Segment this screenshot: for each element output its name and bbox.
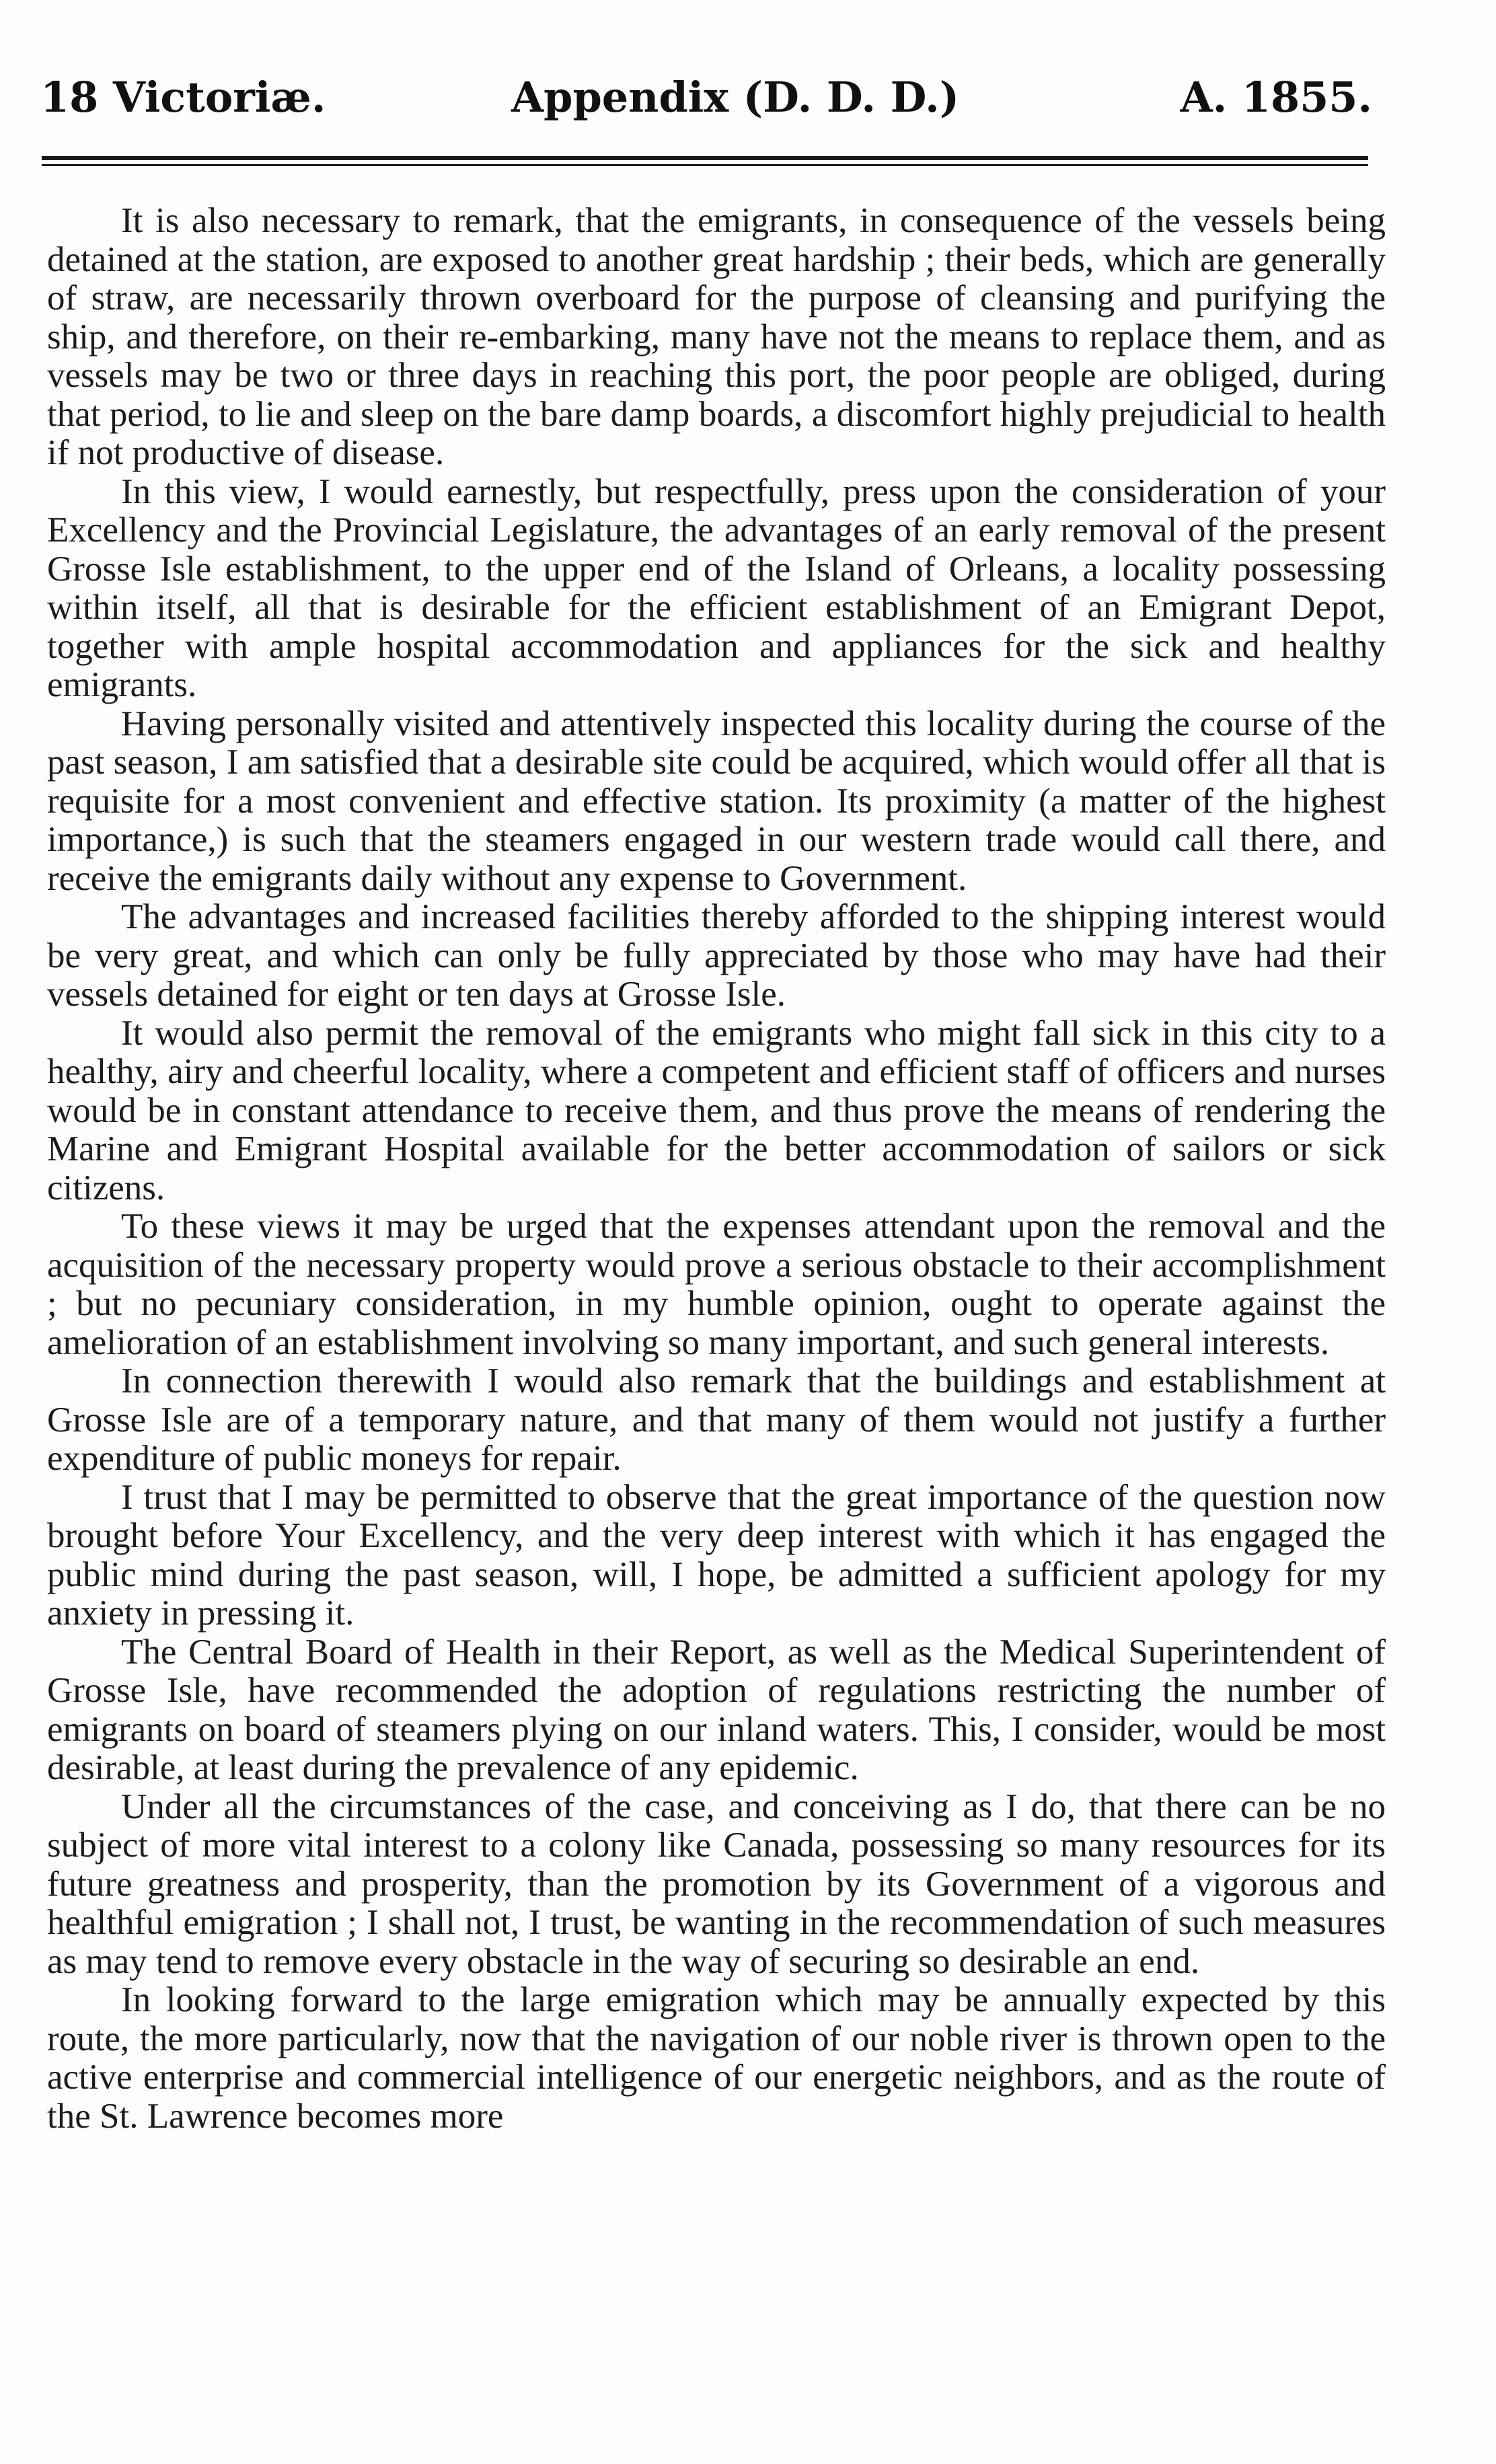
paragraph: The Central Board of Health in their Report, as well as the Medical Superintendent of Grosse Isle, have recommended the adoption of regulations restricting the number of emigrants on board of steamers plying on our inland waters. This, I consider, would be most desirable, at least during the prevalence of any epidemic. bbox=[47, 1632, 1386, 1787]
paragraph: To these views it may be urged that the expenses attendant upon the removal and the acquisition of the necessary property would prove a serious obstacle to their accomplishment ; but no pecuniary consideration, in my humble opinion, ought to operate against the amelioration of an establishment involving so many important, and such general interests. bbox=[47, 1207, 1386, 1362]
paragraph: In connection therewith I would also remark that the buildings and establishment at Grosse Isle are of a temporary nature, and that many of them would not justify a further expenditure of public moneys for repair. bbox=[47, 1361, 1386, 1478]
paragraph: In looking forward to the large emigration which may be annually expected by this route, the more particularly, now that the navigation of our noble river is thrown open to the active enterprise and commercial intelligence of our energetic neighbors, and as the route of the St. Lawrence becomes more bbox=[47, 1980, 1386, 2136]
paragraph: It is also necessary to remark, that the emigrants, in consequence of the vessels being detained at the station, are exposed to another great hardship ; their beds, which are generally of straw, are necessarily thrown overboard for the purpose of cleansing and purifying the ship, and therefore, on their re-embarking, many have not the means to replace them, and as vessels may be two or three days in reaching this port, the poor people are obliged, during that period, to lie and sleep on the bare damp boards, a discomfort highly prejudicial to health if not productive of disease. bbox=[47, 201, 1386, 472]
header-year: A. 1855. bbox=[1180, 73, 1372, 122]
body-text bbox=[47, 202, 1386, 2136]
header-appendix: Appendix (D. D. D.) bbox=[511, 73, 960, 122]
page-header bbox=[40, 67, 1372, 128]
header-rule-thick bbox=[42, 156, 1368, 160]
paragraph: Having personally visited and attentively inspected this locality during the course of the past season, I am satisfied that a desirable site could be acquired, which would offer all that is requisite for a most convenient and effective station. Its proximity (a matter of the highest importance,) is such that the steamers engaged in our western trade would call there, and receive the emigrants daily without any expense to Government. bbox=[47, 704, 1386, 898]
header-session: 18 Victoriæ. bbox=[40, 73, 326, 122]
paragraph: It would also permit the removal of the emigrants who might fall sick in this city to a healthy, airy and cheerful locality, where a competent and efficient staff of officers and nurses would be in constant attendance to receive them, and thus prove the means of rendering the Marine and Emigrant Hospital available for the better accommodation of sailors or sick citizens. bbox=[47, 1013, 1386, 1207]
header-rule-thin bbox=[42, 164, 1368, 166]
paragraph: In this view, I would earnestly, but respectfully, press upon the consideration of your Excellency and the Provincial Legislature, the advantages of an early removal of the present Grosse Isle establishment, to the upper end of the Island of Orleans, a locality possessing within itself, all that is desirable for the efficient establishment of an Emigrant Depot, together with ample hospital accommodation and appliances for the sick and healthy emigrants. bbox=[47, 472, 1386, 704]
paragraph: I trust that I may be permitted to observe that the great importance of the question now brought before Your Excellency, and the very deep interest with which it has engaged the public mind during the past season, will, I hope, be admitted a sufficient apology for my anxiety in pressing it. bbox=[47, 1477, 1386, 1633]
paragraph: The advantages and increased facilities thereby afforded to the shipping interest would be very great, and which can only be fully appreciated by those who may have had their vessels detained for eight or ten days at Grosse Isle. bbox=[47, 897, 1386, 1014]
paragraph: Under all the circumstances of the case, and conceiving as I do, that there can be no subject of more vital interest to a colony like Canada, possessing so many resources for its future greatness and prosperity, than the promotion by its Government of a vigorous and healthful emigration ; I shall not, I trust, be wanting in the recommendation of such measures as may tend to remove every obstacle in the way of securing so desirable an end. bbox=[47, 1787, 1386, 1981]
